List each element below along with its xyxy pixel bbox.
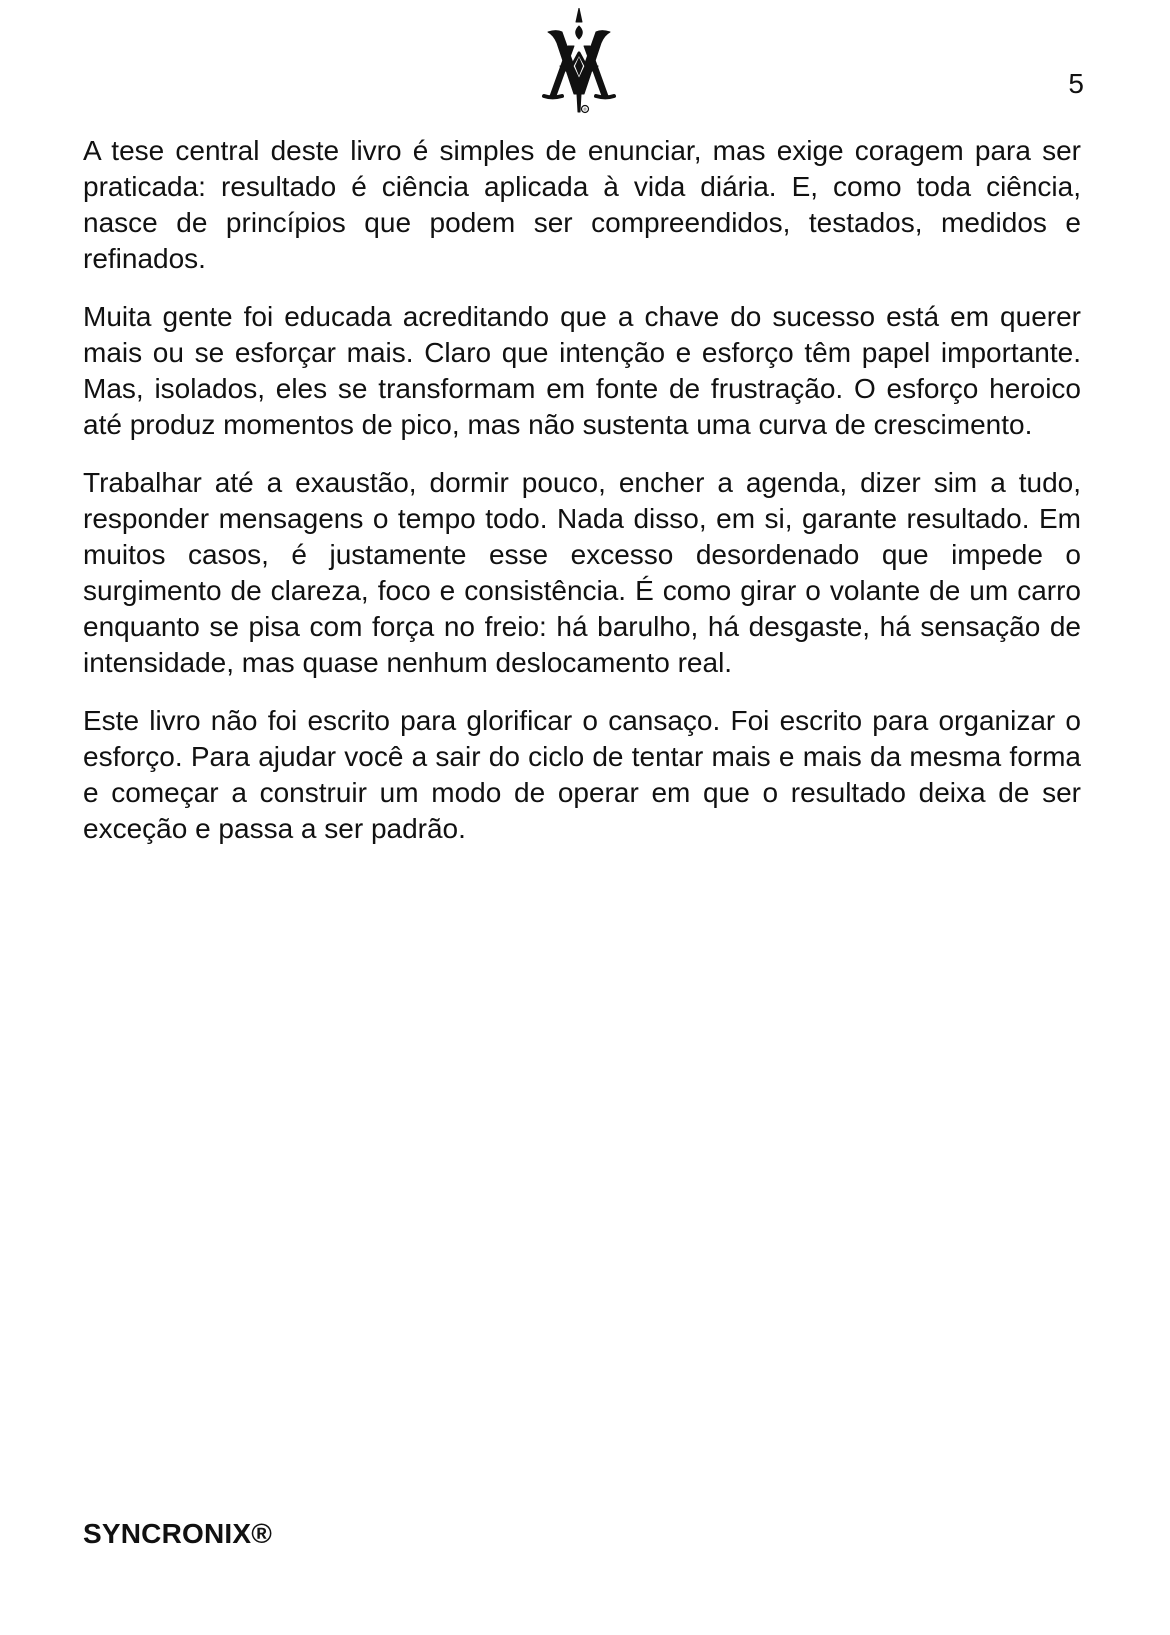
body-paragraph-4: Este livro não foi escrito para glorificar o cansaço. Foi escrito para organizar o esforço. Para ajudar você a sair do ciclo de tentar mais e mais da mesma forma e começar a construir um modo de operar em que o resultado deixa de ser exceção e passa a ser padrão. (83, 705, 1081, 844)
footer-brand: SYNCRONIX® (83, 1518, 273, 1549)
body-paragraph-3: Trabalhar até a exaustão, dormir pouco, encher a agenda, dizer sim a tudo, responder mensagens o tempo todo. Nada disso, em si, garante resultado. Em muitos casos, é justamente esse excesso desordenado que impede o surgimento de clareza, foco e consistência. É como girar o volante de um carro enquanto se pisa com força no freio: há barulho, há desgaste, há sensação de intensidade, mas quase nenhum deslocamento real. (83, 467, 1081, 678)
ornamental-monogram-logo-icon (540, 8, 618, 116)
body-paragraph-2: Muita gente foi educada acreditando que a chave do sucesso está em querer mais ou se esforçar mais. Claro que intenção e esforço têm papel importante. Mas, isolados, eles se transformam em fonte de frustração. O esforço heroico até produz momentos de pico, mas não sustenta uma curva de crescimento. (83, 301, 1081, 440)
document-body (83, 133, 1081, 869)
body-paragraph-1: A tese central deste livro é simples de enunciar, mas exige coragem para ser praticada: resultado é ciência aplicada à vida diária. E, como toda ciência, nasce de princípios que podem ser compreendidos, testados, medidos e refinados. (83, 135, 1081, 274)
svg-text:®: ® (583, 106, 587, 112)
page-number: 5 (1068, 68, 1084, 99)
